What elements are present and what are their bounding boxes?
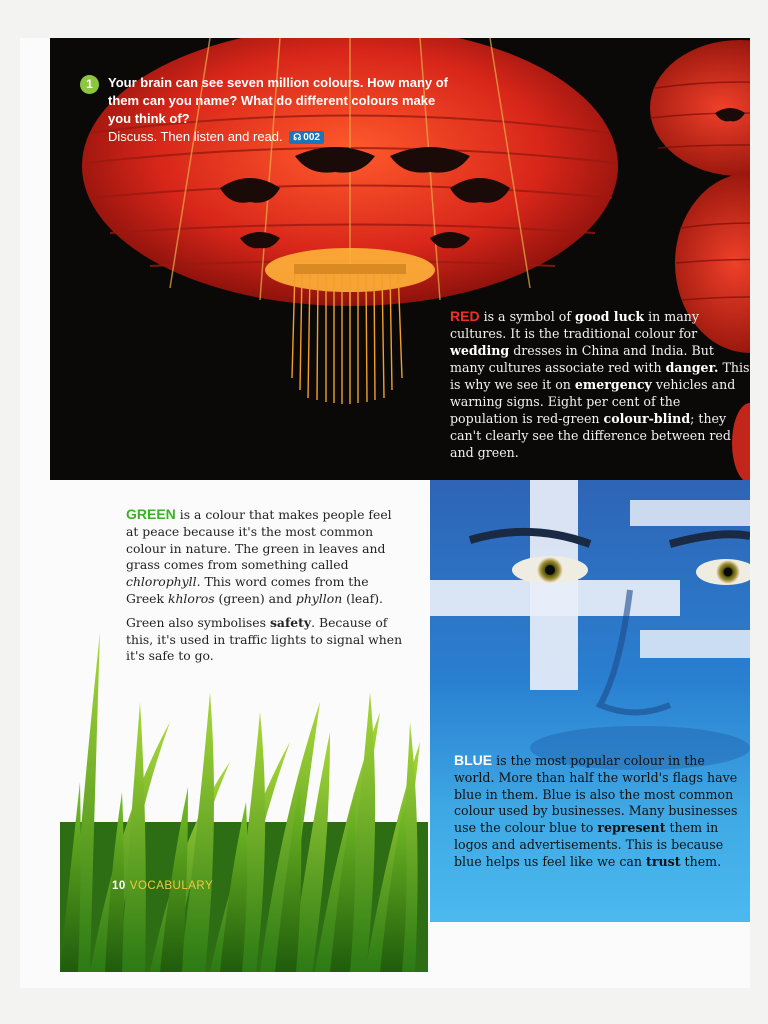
red-text-6: ; they can't clearly see the difference between red and green. bbox=[450, 411, 731, 460]
red-bold-wedding: wedding bbox=[450, 343, 510, 358]
blue-paragraph bbox=[454, 752, 740, 871]
red-text-4: This is why we see it on bbox=[450, 360, 750, 392]
red-keyword: RED bbox=[450, 308, 480, 324]
red-bold-colour-blind: colour-blind bbox=[603, 411, 691, 426]
blue-face-flag-photo bbox=[430, 480, 750, 922]
blue-text-1: is the most popular colour in the world. More than half the world's flags have blue in them. Blue is also the most common colour used by businesses. Many businesses use the colour blue to bbox=[454, 753, 738, 836]
red-bold-danger: danger. bbox=[665, 360, 719, 375]
question-number-badge: 1 bbox=[80, 75, 99, 94]
green-p2-text-2: . Because of this, it's used in traffic lights to signal when it's safe to go. bbox=[126, 614, 403, 664]
red-text-1: is a symbol of bbox=[479, 309, 576, 324]
green-text-1: is a colour that makes people feel at peace because it's the most common colour in nature. The green in leaves and grass comes from something called bbox=[126, 507, 392, 573]
blue-text-2: them in logos and advertisements. This is because blue helps us feel like we can bbox=[454, 820, 724, 869]
blue-text-3: them. bbox=[680, 853, 722, 869]
audio-track-number: 002 bbox=[303, 132, 320, 143]
red-text-2: in many cultures. It is the traditional colour for bbox=[450, 309, 699, 341]
green-bold-safety: safety bbox=[269, 614, 312, 630]
page-number: 10 bbox=[112, 880, 126, 892]
green-text-3: (green) and bbox=[214, 590, 296, 606]
green-p2-text-1: Green also symbolises bbox=[126, 614, 270, 630]
green-grass-panel bbox=[60, 482, 428, 972]
green-italic-khloros: khloros bbox=[167, 590, 215, 606]
green-keyword: GREEN bbox=[126, 506, 176, 522]
red-text-5: vehicles and warning signs. Eight per cent of the population is red-green bbox=[450, 377, 736, 426]
section-label: VOCABULARY bbox=[129, 880, 214, 892]
red-text-3: dresses in China and India. But many cultures associate red with bbox=[450, 343, 714, 375]
red-bold-emergency: emergency bbox=[574, 377, 652, 392]
green-paragraphs bbox=[126, 506, 406, 672]
green-text-2: . This word comes from the Greek bbox=[126, 574, 369, 606]
green-paragraph-2 bbox=[126, 615, 406, 665]
blue-keyword: BLUE bbox=[454, 752, 493, 768]
green-text-4: (leaf). bbox=[342, 590, 383, 606]
audio-track-button[interactable] bbox=[289, 131, 324, 144]
red-paragraph bbox=[450, 308, 750, 461]
headphones-icon: ☊ bbox=[293, 132, 302, 142]
green-paragraph-1 bbox=[126, 506, 406, 608]
blue-bold-represent: represent bbox=[597, 820, 666, 836]
question-text: Your brain can see seven million colours. How many of them can you name? What do different colours make you think of? bbox=[108, 75, 449, 126]
page-footer bbox=[112, 880, 213, 892]
textbook-page bbox=[20, 38, 750, 988]
green-italic-phyllon: phyllon bbox=[295, 590, 343, 606]
question-instruction: Discuss. Then listen and read. bbox=[108, 129, 283, 144]
green-italic-chlorophyll: chlorophyll bbox=[126, 574, 197, 590]
discussion-question bbox=[86, 74, 449, 146]
red-bold-good-luck: good luck bbox=[575, 309, 645, 324]
blue-bold-trust: trust bbox=[646, 853, 681, 869]
red-lanterns-photo bbox=[50, 38, 750, 480]
